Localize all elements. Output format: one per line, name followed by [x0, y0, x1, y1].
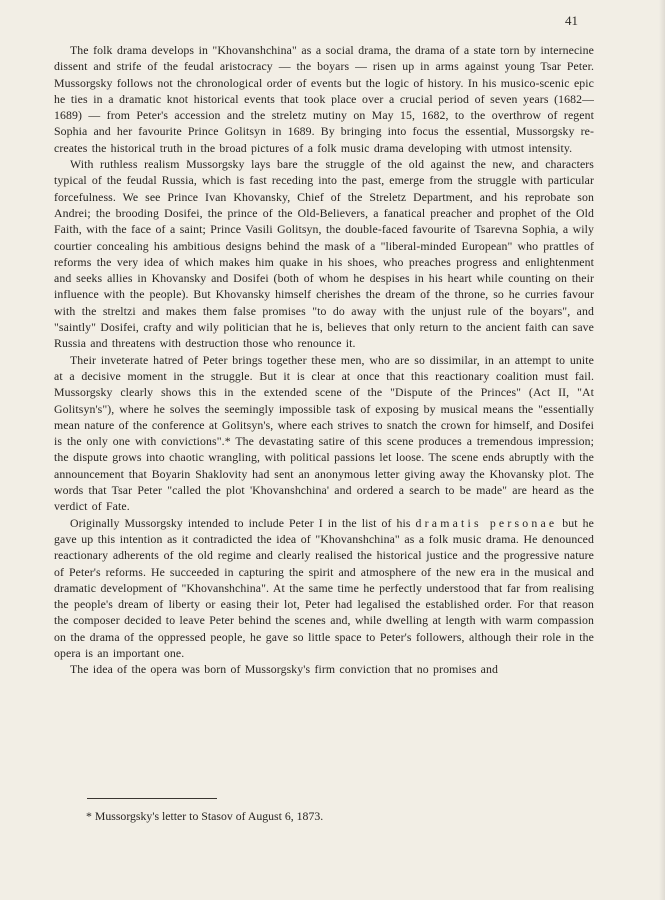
paragraph-5: The idea of the opera was born of Mussorgsky's firm conviction that no promises and	[70, 662, 499, 677]
body-text	[54, 42, 594, 678]
footnote-divider	[87, 798, 217, 799]
page-edge-shadow	[659, 0, 665, 900]
spaced-term: dramatis personae	[415, 515, 558, 530]
paragraph-4	[54, 515, 594, 662]
paragraph-4-text-start: Originally Mussorgsky intended to include Peter I in the list of his	[70, 515, 416, 530]
footnote: * Mussorgsky's letter to Stasov of August 6, 1873.	[86, 809, 324, 823]
paragraph-3: Their inveterate hatred of Peter brings together these men, who are so dissimilar, in an attempt to unite at a decisive moment in the struggle. But it is clear at once that this reactionary coalition must fail. Mussorgsky clearly shows this in the extended scene of the "Dispute of the Princes" (Act II, "At Golitsyn's"), where he solves the seemingly impossible task of exposing by musical means the "essentially mean nature of the conference at Golitsyn's, where each strives to snatch the crown for himself, and Dosifei is the only one with convictions".* The devastating satire of this scene produces a tremendous impression; the dispute grows into chaotic wrangling, with political passions let loose. The scene ends abruptly with the announcement that Boyarin Shaklovity had sent an anonymous letter giving away the Khovansky plot. The words that Tsar Peter "called the plot 'Khovanshchina' and ordered a search to be made" are heard as the verdict of Fate.	[54, 352, 594, 514]
paragraph-4-text-end: but he gave up this intention as it contradicted the idea of "Khovanshchina" as a folk music drama. He denounced reactionary adherents of the old regime and clearly realised the historical justice and the progressive nature of Peter's reforms. He succeeded in capturing the spirit and atmosphere of the new era in the musical and dramatic development of "Khovanshchina". At the same time he perfectly understood that far from realising the people's dream of liberty or easing their lot, Peter had legalised the established order. For that reason the composer decided to leave Peter behind the scenes and, while dwelling at length with warm compassion on the drama of the oppressed people, he gave so little space to Peter's followers, although their role in the opera is an important one.	[54, 515, 594, 660]
page-number: 41	[565, 13, 578, 28]
paragraph-2: With ruthless realism Mussorgsky lays bare the struggle of the old against the new, and characters typical of the feudal Russia, which is fast receding into the past, emerge from the struggle with particular forcefulness. We see Prince Ivan Khovansky, Chief of the Streletz Department, and his reprobate son Andrei; the brooding Dosifei, the prince of the Old-Believers, a fanatical preacher and prophet of the Old Faith, with the face of a saint; Prince Vasili Golitsyn, the double-faced favourite of Tsarevna Sophia, a wily courtier concealing his ambitious designs behind the mask of a "liberal-minded European" who prattles of reforms the very idea of which makes him quake in his shoes, who preaches progress and enlightenment and seeks allies in Khovansky and Dosifei (both of whom he despises in his heart while counting on their influence with the people). But Khovansky himself cherishes the dream of the throne, so he curries favour with the streltzi and makes them false promises "to do away with the unjust rule of the boyars", and "saintly" Dosifei, crafty and wily politician that he is, believes that only return to the ancient faith can save Russia and threatens with destruction those who renounce it.	[54, 157, 594, 351]
paragraph-1: The folk drama develops in "Khovanshchina" as a social drama, the drama of a state torn by internecine dissent and strife of the feudal aristocracy — the boyars — risen up in arms against young Tsar Peter. Mussorgsky follows not the chronological order of events but the logic of history. In his musico-scenic epic he ties in a dramatic knot historical events that took place over a crucial period of seven years (1682—1689) — from Peter's accession and the streletz mutiny on May 15, 1682, to the overthrow of regent Sophia and her favourite Prince Golitsyn in 1689. By bringing into focus the essential, Mussorgsky re-creates the historical truth in the broad pictures of a folk music drama developing with utmost intensity.	[54, 43, 594, 155]
